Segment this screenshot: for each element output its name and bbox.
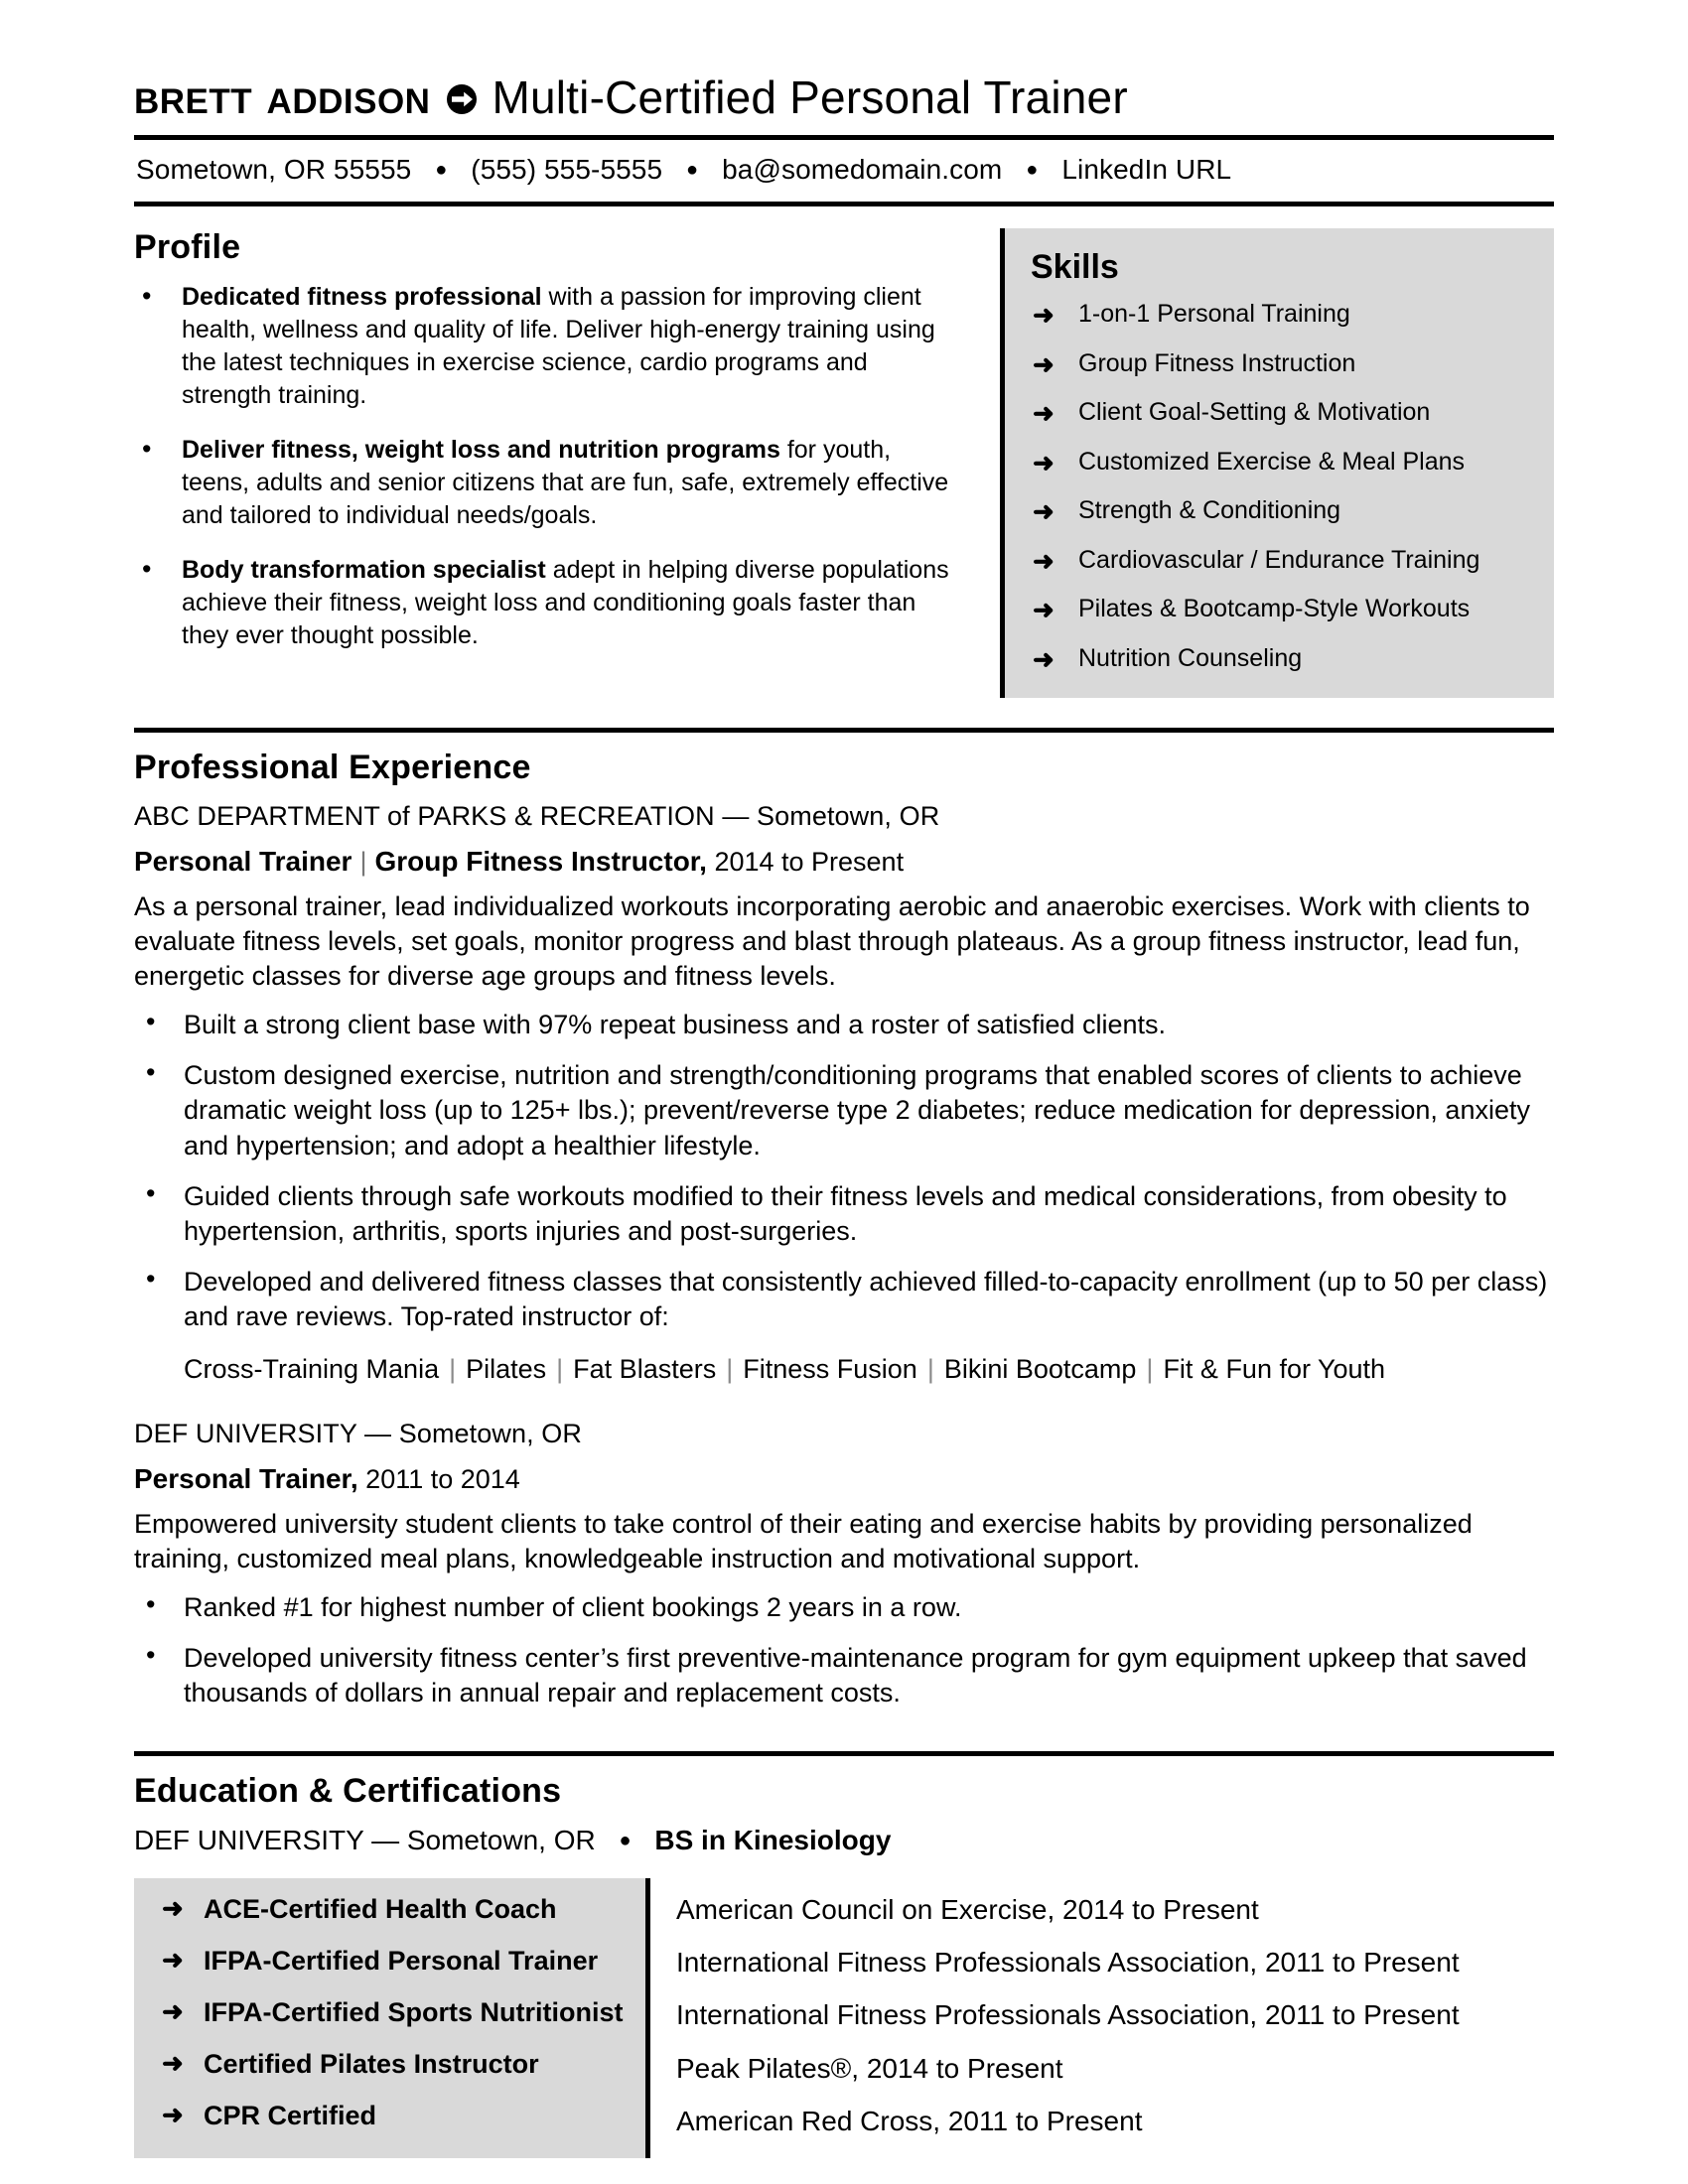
job-title-separator: | <box>359 847 367 877</box>
experience-heading: Professional Experience <box>134 749 531 786</box>
skill-item <box>1027 497 1528 525</box>
class-name: Fat Blasters <box>573 1354 717 1385</box>
certification-row <box>158 1894 618 1924</box>
certification-row <box>158 2049 618 2079</box>
class-name: Fitness Fusion <box>743 1354 917 1385</box>
profile-bullet-lead: Body transformation specialist <box>182 556 546 584</box>
skill-item <box>1027 547 1528 575</box>
skills-section <box>1000 228 1554 698</box>
class-separator: | <box>926 1354 934 1385</box>
job-description: Empowered university student clients to take control of their eating and exercise habits by providing personalized training, customized meal plans, knowledgeable instruction and motivational support. <box>134 1509 1473 1574</box>
skills-list <box>1027 301 1528 672</box>
profile-bullet-lead: Dedicated fitness professional <box>182 283 542 311</box>
job-description: As a personal trainer, lead individualized workouts incorporating aerobic and anaerobic exercises. Work with clients to evaluate fitness levels, set goals, monitor progress and blast through plateaus. As a group fitness instructor, lead fun, energetic classes for diverse age groups and fitness levels. <box>134 891 1530 992</box>
certification-issuer-row: International Fitness Professionals Association, 2011 to Present <box>676 1946 1460 1978</box>
job-dates: 2011 to 2014 <box>357 1464 520 1495</box>
skill-item <box>1027 399 1528 427</box>
arrow-right-icon: ➜ <box>162 1995 184 2026</box>
skill-label: Client Goal-Setting & Motivation <box>1078 398 1431 426</box>
education-degree: BS in Kinesiology <box>654 1824 892 1855</box>
skill-label: Nutrition Counseling <box>1078 643 1303 672</box>
certification-name: ACE-Certified Health Coach <box>204 1893 557 1924</box>
profile-bullet <box>134 281 950 412</box>
contact-separator-icon: ● <box>1026 159 1039 181</box>
certifications-table <box>134 1878 1554 2159</box>
class-name: Cross-Training Mania <box>184 1354 440 1385</box>
profile-skills-row <box>134 228 1554 698</box>
certification-name: CPR Certified <box>204 2101 377 2131</box>
certification-issuer-row: American Red Cross, 2011 to Present <box>676 2105 1143 2136</box>
job-dates: 2014 to Present <box>706 847 905 877</box>
job-bullet: • Guided clients through safe workouts modified to their fitness levels and medical considerations, from obesity to hypertension, arthritis, sports injuries and post-surgeries. <box>134 1179 1554 1249</box>
arrow-right-icon: ➜ <box>162 1944 184 1975</box>
arrow-right-icon: ➜ <box>1033 643 1055 674</box>
profile-bullet-list <box>134 281 950 652</box>
job-bullet: • Ranked #1 for highest number of client bookings 2 years in a row. <box>134 1590 1554 1625</box>
contact-location: Sometown, OR 55555 <box>136 154 412 185</box>
education-heading: Education & Certifications <box>134 1771 562 1810</box>
skill-item <box>1027 350 1528 378</box>
arrow-right-icon: ➜ <box>1033 300 1055 330</box>
education-section <box>134 1751 1554 2159</box>
arrow-right-icon: ➜ <box>1033 496 1055 526</box>
profile-bullet-lead: Deliver fitness, weight loss and nutrition programs <box>182 436 780 464</box>
skill-label: Strength & Conditioning <box>1078 496 1341 524</box>
contact-separator-icon: ● <box>686 159 699 181</box>
certification-name: Certified Pilates Instructor <box>204 2049 539 2080</box>
arrow-right-icon: ➜ <box>1033 595 1055 624</box>
job-bullet-list <box>134 1008 1554 1334</box>
certification-issuer-row: American Council on Exercise, 2014 to Present <box>676 1893 1259 1925</box>
class-separator: | <box>556 1354 564 1385</box>
professional-headline: Multi-Certified Personal Trainer <box>492 71 1128 123</box>
arrow-right-icon: ➜ <box>1033 447 1055 478</box>
skill-label: Customized Exercise & Meal Plans <box>1078 447 1466 476</box>
job-bullet: • Developed university fitness center’s first preventive-maintenance program for gym equipment upkeep that saved thousands of dollars in annual repair and replacement costs. <box>134 1641 1554 1710</box>
contact-phone[interactable]: (555) 555-5555 <box>471 154 663 185</box>
job-company: ABC DEPARTMENT of PARKS & RECREATION — Sometown, OR <box>134 801 940 831</box>
class-separator: | <box>726 1354 734 1385</box>
profile-heading: Profile <box>134 228 241 266</box>
certification-name: IFPA-Certified Personal Trainer <box>204 1945 599 1976</box>
certification-row <box>158 1995 624 2027</box>
class-name: Fit & Fun for Youth <box>1163 1354 1386 1385</box>
certification-issuer-row: Peak Pilates®, 2014 to Present <box>676 2052 1063 2084</box>
job-title: Personal Trainer, <box>134 1463 358 1495</box>
job-bullet: • Developed and delivered fitness classes that consistently achieved filled-to-capacity enrollment (up to 50 per class) and rave reviews. Top-rated instructor of: <box>134 1265 1554 1334</box>
arrow-right-icon: ➜ <box>1033 398 1055 428</box>
contact-separator-icon: ● <box>435 159 448 181</box>
certification-name: IFPA-Certified Sports Nutritionist <box>204 1996 624 2027</box>
skill-label: 1-on-1 Personal Training <box>1078 300 1350 328</box>
header-divider-bottom <box>134 202 1554 206</box>
skills-heading: Skills <box>1031 248 1119 286</box>
arrow-right-icon: ➜ <box>1033 545 1055 576</box>
education-separator-icon: ● <box>619 1829 632 1851</box>
arrow-right-icon: ➜ <box>162 1892 184 1923</box>
class-name: Bikini Bootcamp <box>943 1354 1137 1385</box>
arrow-right-icon: ➜ <box>162 2100 184 2130</box>
class-separator: | <box>1146 1354 1154 1385</box>
certification-row <box>158 1946 618 1976</box>
skill-item <box>1027 596 1528 623</box>
certification-row <box>158 2101 618 2130</box>
resume-header <box>134 68 1554 127</box>
skill-item <box>1027 449 1528 477</box>
contact-line <box>134 140 1554 198</box>
arrow-right-icon: ➜ <box>162 2048 184 2079</box>
certifications-names-column <box>134 1878 650 2159</box>
job-title-secondary: Group Fitness Instructor, <box>374 846 707 877</box>
skill-label: Cardiovascular / Endurance Training <box>1078 545 1480 574</box>
class-separator: | <box>449 1354 457 1385</box>
skills-box <box>1000 228 1554 698</box>
class-list <box>134 1354 1554 1385</box>
profile-bullet-text: with a passion for improving client health, wellness and quality of life. Deliver high-energy training using the latest techniques in exercise science, cardio programs and strength training. <box>182 283 935 409</box>
class-name: Pilates <box>466 1354 547 1385</box>
job-bullet: • Built a strong client base with 97% repeat business and a roster of satisfied clients. <box>134 1008 1554 1042</box>
experience-job <box>134 1419 1554 1710</box>
job-title: Personal Trainer <box>134 846 352 877</box>
contact-linkedin[interactable]: LinkedIn URL <box>1061 154 1232 185</box>
job-company: DEF UNIVERSITY — Sometown, OR <box>134 1419 583 1449</box>
experience-divider <box>134 728 1554 733</box>
certification-issuer-row: International Fitness Professionals Association, 2011 to Present <box>676 1999 1460 2031</box>
arrow-in-circle-icon <box>446 83 478 115</box>
contact-email[interactable]: ba@somedomain.com <box>722 154 1003 185</box>
job-title-line <box>134 1463 1554 1495</box>
skill-item <box>1027 645 1528 673</box>
profile-section <box>134 228 978 652</box>
profile-bullet-text: for youth, teens, adults and senior citizens that are fun, safe, extremely effective and tailored to individual needs/goals. <box>182 436 949 529</box>
education-school-line <box>134 1825 1554 1856</box>
profile-bullet <box>134 554 950 652</box>
certifications-issuers-column <box>650 1878 1554 2159</box>
skill-item <box>1027 301 1528 329</box>
job-bullet: • Custom designed exercise, nutrition and strength/conditioning programs that enabled scores of clients to achieve dramatic weight loss (up to 125+ lbs.); prevent/reverse type 2 diabetes; reduce medication for depression, anxiety and hypertension; and adopt a healthier lifestyle. <box>134 1058 1554 1162</box>
skill-label: Pilates & Bootcamp-Style Workouts <box>1078 595 1471 622</box>
job-title-line <box>134 846 1554 878</box>
arrow-right-icon: ➜ <box>1033 348 1055 379</box>
skill-label: Group Fitness Instruction <box>1078 348 1356 377</box>
education-school: DEF UNIVERSITY — Sometown, OR <box>134 1824 596 1855</box>
page-title: brett addison <box>134 68 431 124</box>
job-bullet-list <box>134 1590 1554 1710</box>
education-divider <box>134 1751 1554 1756</box>
experience-job <box>134 801 1554 1385</box>
experience-section <box>134 728 1554 1711</box>
profile-bullet <box>134 434 950 532</box>
profile-bullet-text: adept in helping diverse populations achieve their fitness, weight loss and conditioning goals faster than they ever thought possible. <box>182 556 949 649</box>
